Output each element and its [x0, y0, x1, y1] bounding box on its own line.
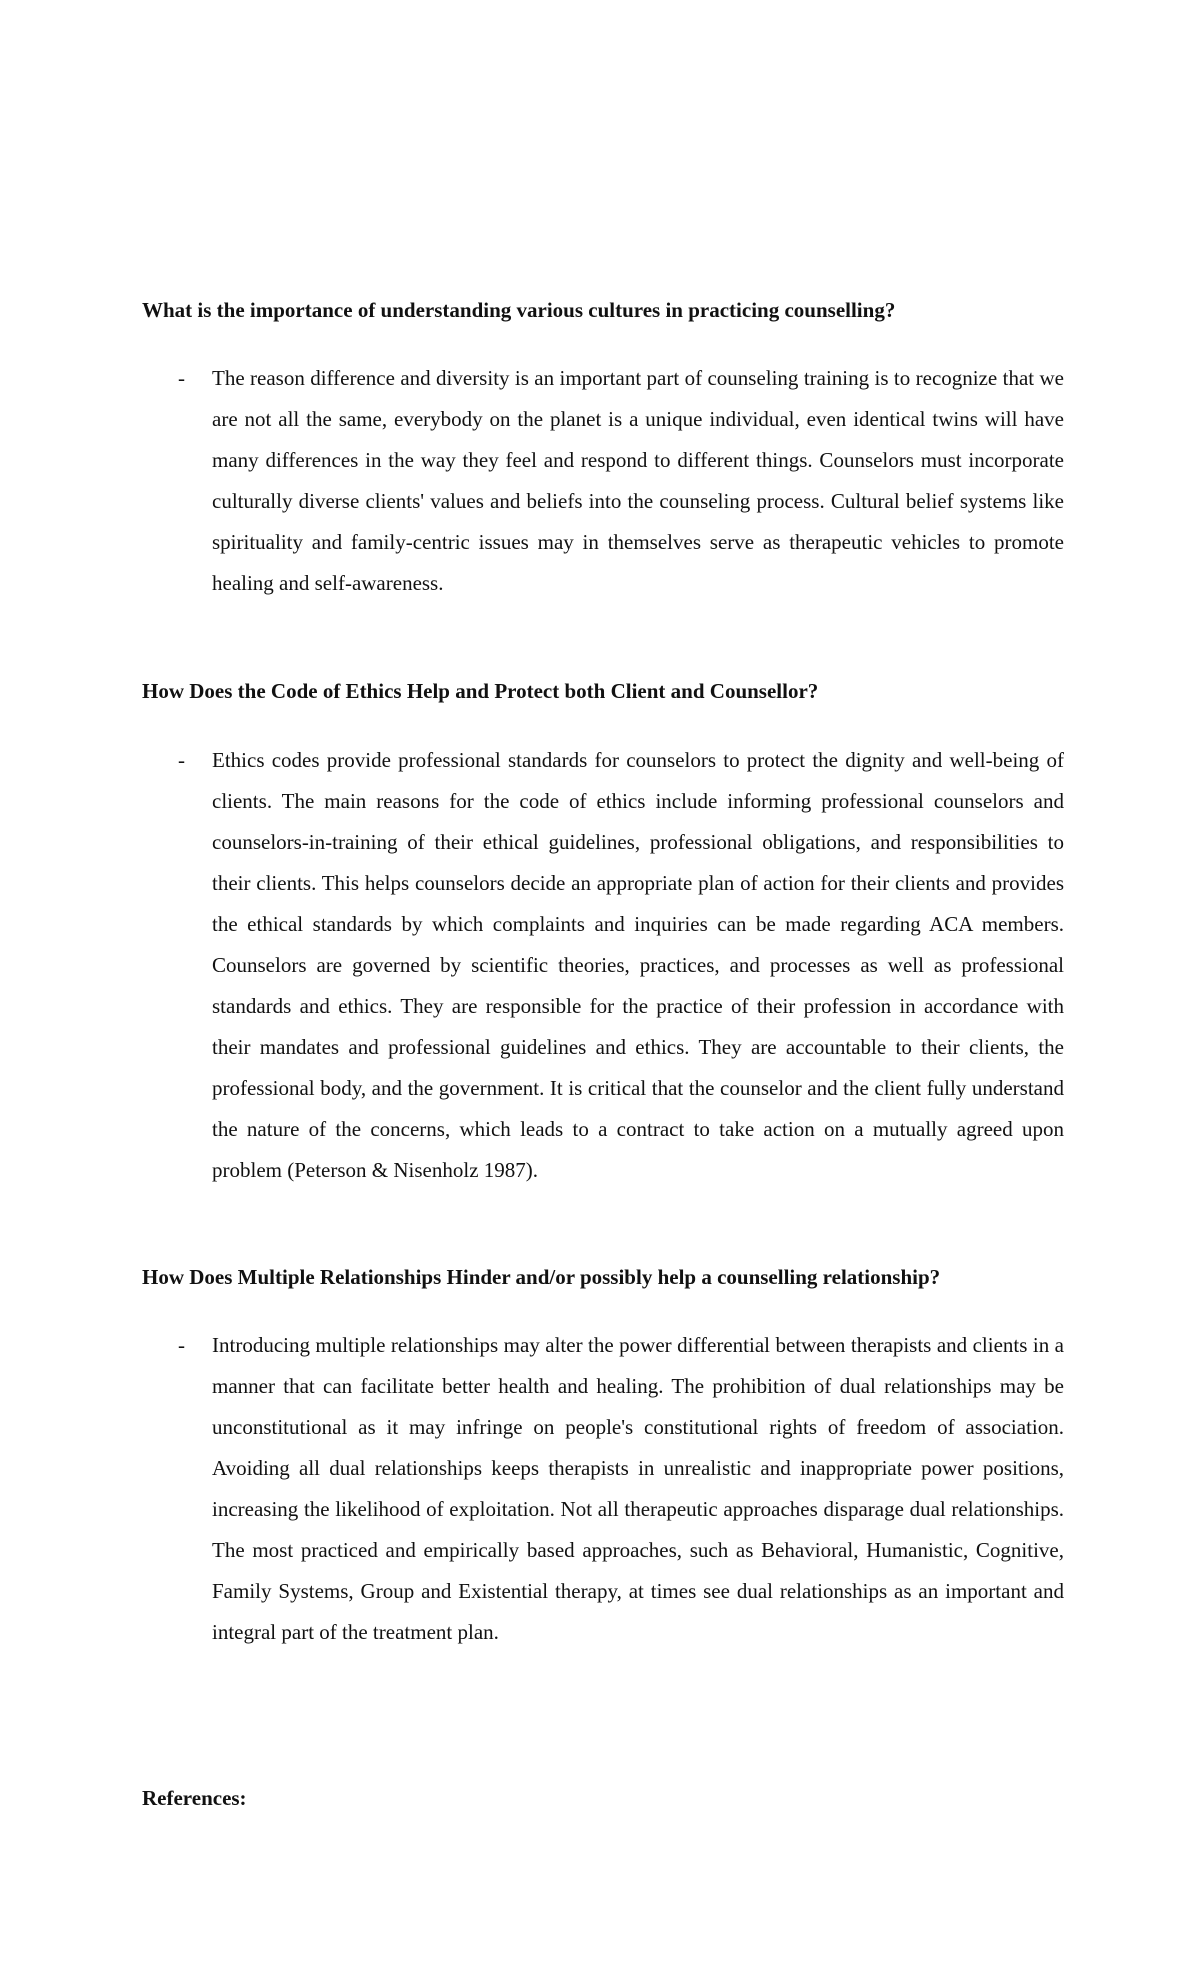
question-heading-code-of-ethics: How Does the Code of Ethics Help and Protect both Client and Counsellor? [142, 679, 819, 703]
answer-text-cultures: The reason difference and diversity is an important part of counseling training is to recognize that we are not all the same, everybody on the planet is a unique individual, even identical twins will have many differences in the way they feel and respond to different things. Counselors must incorporate culturally diverse clients' values and beliefs into the counseling process. Cultural belief systems like spirituality and family-centric issues may in themselves serve as therapeutic vehicles to promote healing and self-awareness. [212, 366, 1064, 595]
answer-text-multiple-relationships: Introducing multiple relationships may alter the power differential between therapists and clients in a manner that can facilitate better health and healing. The prohibition of dual relationships may be unconstitutional as it may infringe on people's constitutional rights of freedom of association. Avoiding all dual relationships keeps therapists in unrealistic and inappropriate power positions, increasing the likelihood of exploitation. Not all therapeutic approaches disparage dual relationships. The most practiced and empirically based approaches, such as Behavioral, Humanistic, Cognitive, Family Systems, Group and Existential therapy, at times see dual relationships as an important and integral part of the treatment plan. [212, 1333, 1064, 1644]
answer-text-code-of-ethics: Ethics codes provide professional standards for counselors to protect the dignity and well-being of clients. The main reasons for the code of ethics include informing professional counselors and counselors-in-training of their ethical guidelines, professional obligations, and responsibilities to their clients. This helps counselors decide an appropriate plan of action for their clients and provides the ethical standards by which complaints and inquiries can be made regarding ACA members. Counselors are governed by scientific theories, practices, and processes as well as professional standards and ethics. They are responsible for the practice of their profession in accordance with their mandates and professional guidelines and ethics. They are accountable to their clients, the professional body, and the government. It is critical that the counselor and the client fully understand the nature of the concerns, which leads to a contract to take action on a mutually agreed upon problem (Peterson & Nisenholz 1987). [212, 748, 1064, 1182]
question-heading-cultures: What is the importance of understanding various cultures in practicing counselling? [142, 298, 896, 322]
bullet-dash: - [178, 1333, 185, 1357]
question-heading-multiple-relationships: How Does Multiple Relationships Hinder and/or possibly help a counselling relationship? [142, 1265, 941, 1289]
references-heading: References: [142, 1786, 247, 1810]
answer-block-code-of-ethics [142, 740, 1064, 1191]
bullet-dash: - [178, 748, 185, 772]
bullet-dash: - [178, 366, 185, 390]
answer-block-cultures [142, 358, 1064, 604]
answer-block-multiple-relationships [142, 1325, 1064, 1653]
